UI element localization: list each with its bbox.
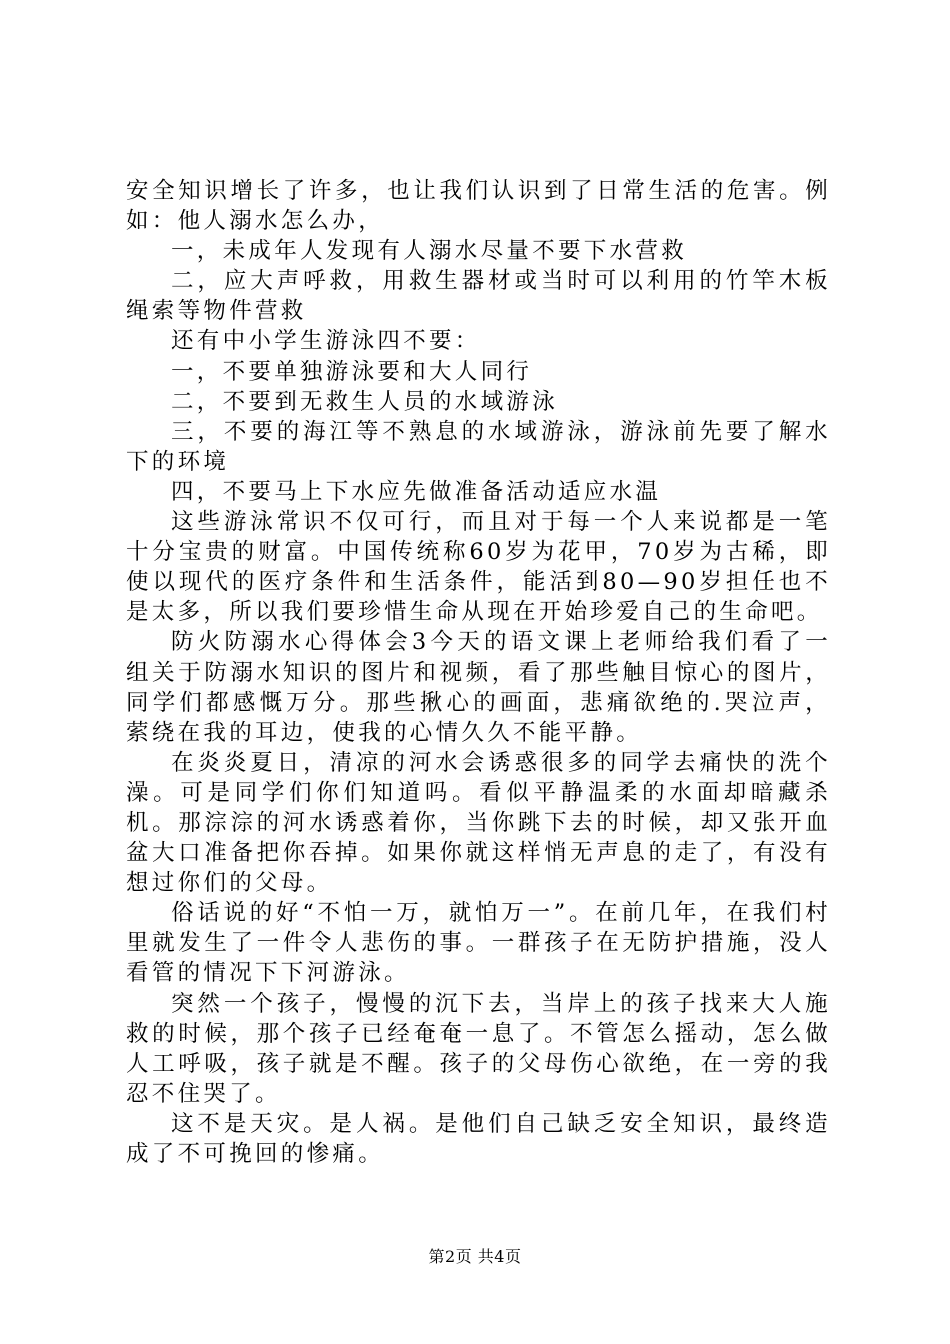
paragraph: 还有中小学生游泳四不要： [171, 328, 481, 355]
paragraph: 一，不要单独游泳要和大人同行 [171, 358, 533, 385]
page-number-label: 第2页 共4页 [428, 1247, 522, 1266]
paragraph: 突然一个孩子，慢慢的沉下去，当岸上的孩子找来大人施救的时候，那个孩子已经奄奄一息了。不管怎么摇动，怎么做人工呼吸，孩子就是不醒。孩子的父母伤心欲绝，在一旁的我忍不住哭了。 [126, 990, 831, 1107]
paragraph: 防火防溺水心得体会3今天的语文课上老师给我们看了一组关于防溺水知识的图片和视频，看了那些触目惊心的图片，同学们都感慨万分。那些揪心的画面，悲痛欲绝的.哭泣声，萦绕在我的耳边，使我的心情久久不能平静。 [126, 629, 831, 746]
page-footer [0, 1244, 950, 1267]
document-body [126, 176, 831, 1169]
paragraph: 这些游泳常识不仅可行，而且对于每一个人来说都是一笔十分宝贵的财富。中国传统称60岁为花甲，70岁为古稀，即使以现代的医疗条件和生活条件，能活到80—90岁担任也不是太多，所以我们要珍惜生命从现在开始珍爱自己的生命吧。 [126, 509, 831, 626]
paragraph: 二，应大声呼救，用救生器材或当时可以利用的竹竿木板绳索等物件营救 [126, 268, 831, 325]
paragraph: 一，未成年人发现有人溺水尽量不要下水营救 [171, 238, 688, 265]
paragraph: 四，不要马上下水应先做准备活动适应水温 [171, 478, 662, 505]
paragraph: 俗话说的好“不怕一万，就怕万一”。在前几年，在我们村里就发生了一件令人悲伤的事。一群孩子在无防护措施，没人看管的情况下下河游泳。 [126, 900, 831, 987]
paragraph: 在炎炎夏日，清凉的河水会诱惑很多的同学去痛快的洗个澡。可是同学们你们知道吗。看似平静温柔的水面却暗藏杀机。那淙淙的河水诱惑着你，当你跳下去的时候，却又张开血盆大口准备把你吞掉。如果你就这样悄无声息的走了，有没有想过你们的父母。 [126, 749, 831, 897]
paragraph: 三，不要的海江等不熟息的水域游泳，游泳前先要了解水下的环境 [126, 418, 831, 475]
paragraph: 二，不要到无救生人员的水域游泳 [171, 388, 559, 415]
paragraph: 安全知识增长了许多，也让我们认识到了日常生活的危害。例如：他人溺水怎么办， [126, 178, 831, 235]
paragraph: 这不是天灾。是人祸。是他们自己缺乏安全知识，最终造成了不可挽回的惨痛。 [126, 1110, 831, 1167]
